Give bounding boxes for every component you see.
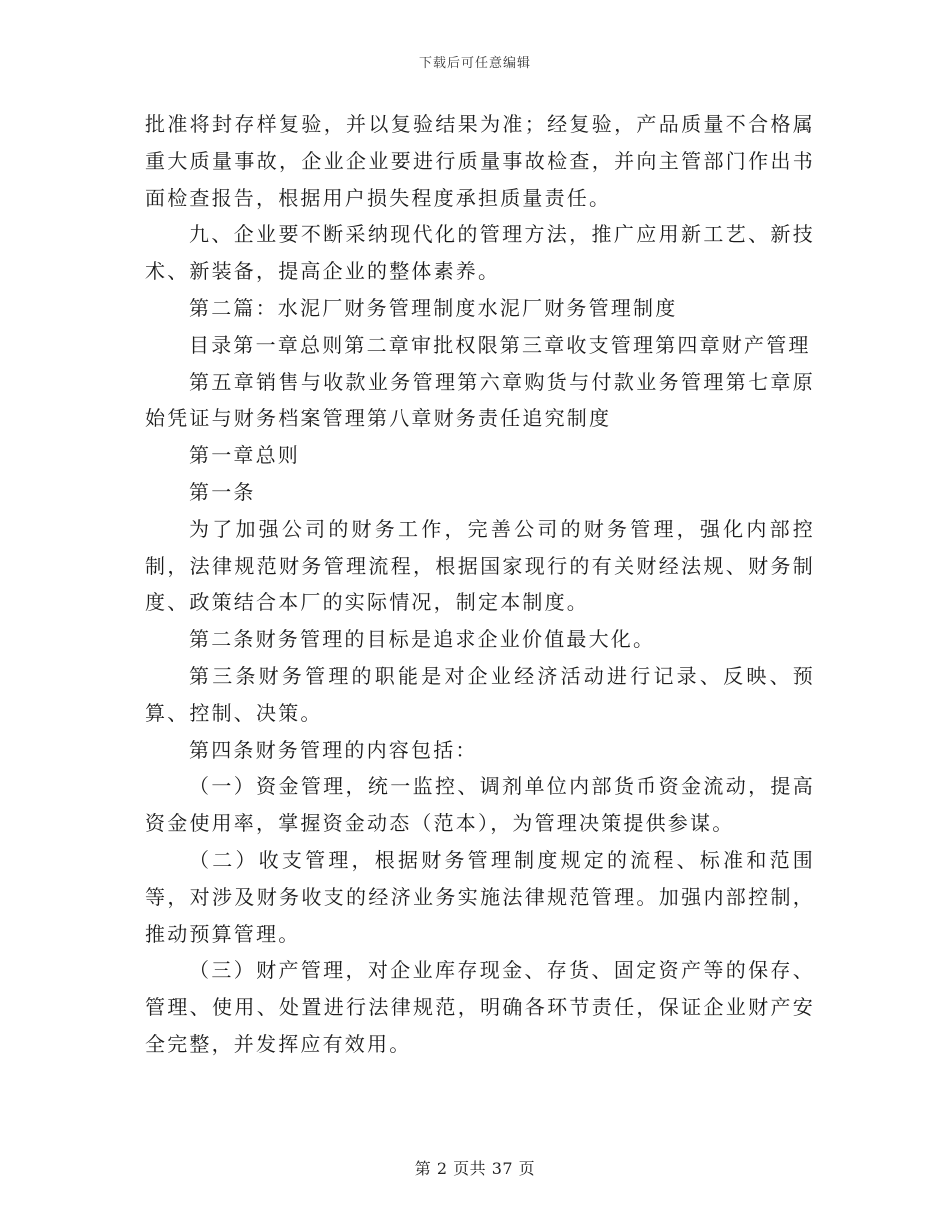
page-number: 第 2 页共 37 页 — [414, 1159, 536, 1178]
article-title: 第一条 — [189, 479, 256, 504]
chapter-title: 第一章总则 — [189, 443, 300, 468]
list-item: （三）财产管理，对企业库存现金、存货、固定资产等的保存、管理、使用、处置进行法律规范，明确各环节责任，保证企业财产安全完整，并发挥应有效用。 — [145, 958, 815, 1056]
section-title: 第二篇：水泥厂财务管理制度水泥厂财务管理制度 — [189, 295, 678, 320]
list-item: （一）资金管理，统一监控、调剂单位内部货币资金流动，提高资金使用率，掌握资金动态（范本），为管理决策提供参谋。 — [145, 774, 815, 836]
table-of-contents: 第五章销售与收款业务管理第六章购货与付款业务管理第七章原始凭证与财务档案管理第八章财务责任追究制度 — [145, 369, 815, 431]
paragraph: 为了加强公司的财务工作，完善公司的财务管理，强化内部控制，法律规范财务管理流程，根据国家现行的有关财经法规、财务制度、政策结合本厂的实际情况，制定本制度。 — [145, 516, 815, 615]
paragraph: 批准将封存样复验，并以复验结果为准；经复验，产品质量不合格属重大质量事故，企业企业要进行质量事故检查，并向主管部门作出书面检查报告，根据用户损失程度承担质量责任。 — [145, 112, 815, 210]
paragraph: 第三条财务管理的职能是对企业经济活动进行记录、反映、预算、控制、决策。 — [145, 663, 815, 725]
paragraph: 第四条财务管理的内容包括： — [189, 737, 478, 762]
document-body — [145, 106, 815, 1063]
page-header: 下载后可任意编辑 — [418, 56, 531, 71]
list-item: （二）收支管理，根据财务管理制度规定的流程、标准和范围等，对涉及财务收支的经济业务实施法律规范管理。加强内部控制，推动预算管理。 — [145, 847, 815, 946]
table-of-contents: 目录第一章总则第二章审批权限第三章收支管理第四章财产管理 — [189, 332, 811, 357]
paragraph: 第二条财务管理的目标是追求企业价值最大化。 — [189, 627, 656, 652]
paragraph: 九、企业要不断采纳现代化的管理方法，推广应用新工艺、新技术、新装备，提高企业的整体素养。 — [145, 222, 815, 284]
